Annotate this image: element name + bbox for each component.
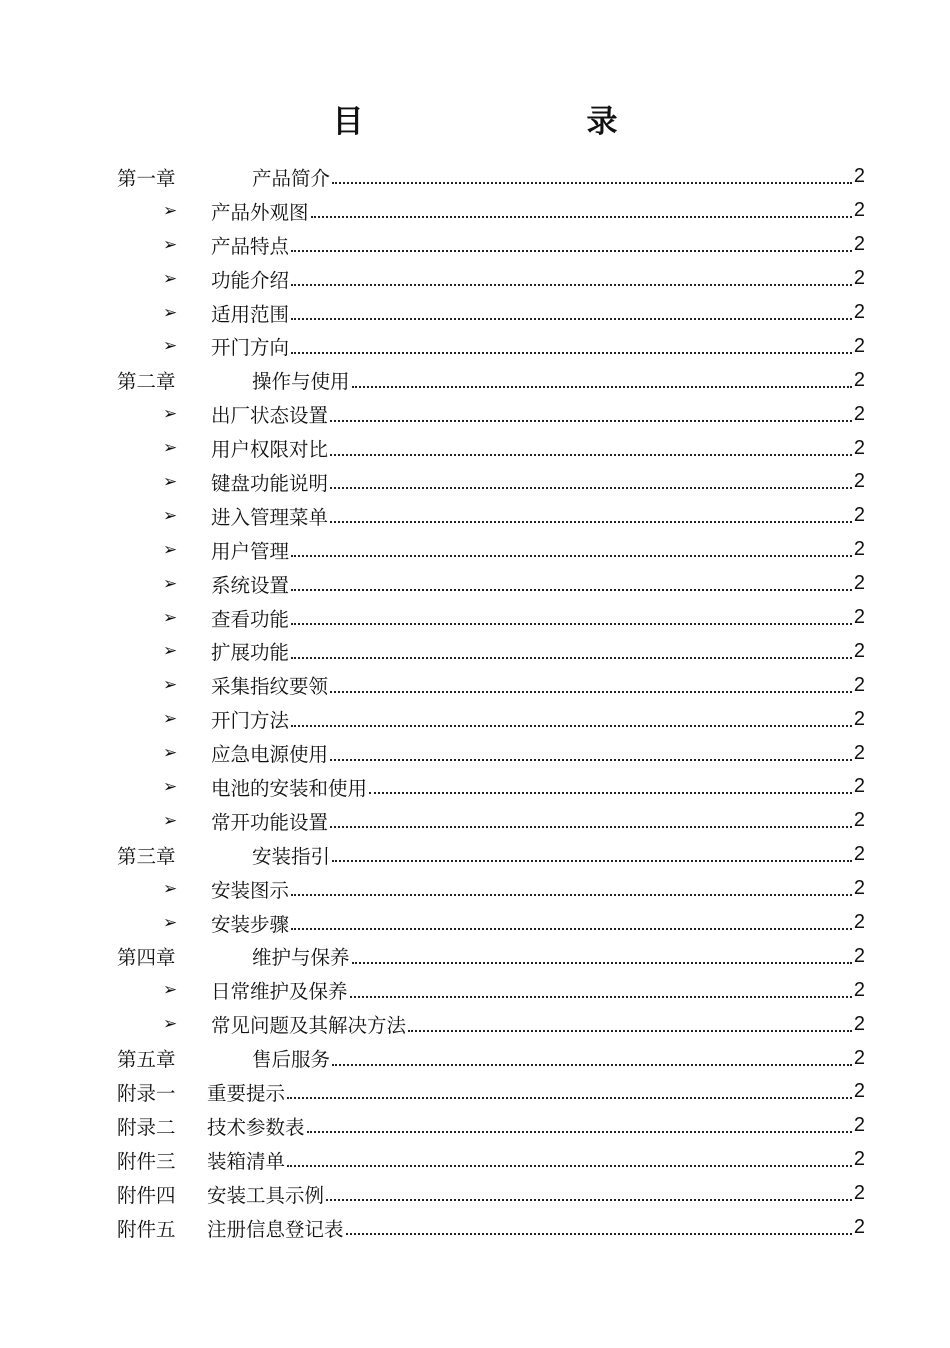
page-number: 2	[853, 402, 865, 425]
dot-leader	[352, 385, 852, 388]
section-title: 适用范围	[211, 302, 290, 326]
page-number: 2	[853, 334, 865, 357]
section-title: 应急电源使用	[211, 743, 329, 767]
toc-entry-section[interactable]	[117, 194, 865, 228]
toc-entry-chapter[interactable]	[117, 838, 865, 872]
dot-leader	[408, 1029, 852, 1032]
page-number: 2	[853, 775, 865, 798]
toc-entry-chapter[interactable]	[117, 1041, 865, 1075]
dot-leader	[291, 351, 852, 354]
page-number: 2	[853, 199, 865, 222]
toc-entry-section[interactable]	[117, 329, 865, 363]
arrow-bullet-icon: ➢	[163, 539, 178, 560]
dot-leader	[332, 859, 852, 862]
chapter-number: 第五章	[117, 1048, 176, 1072]
section-title: 系统设置	[211, 573, 290, 597]
chapter-title: 安装指引	[252, 844, 331, 868]
page-number: 2	[853, 301, 865, 323]
dot-leader	[291, 554, 852, 557]
page-number: 2	[853, 436, 865, 459]
section-title: 扩展功能	[211, 641, 290, 665]
toc-entry-section[interactable]	[117, 736, 865, 770]
arrow-bullet-icon: ➢	[163, 607, 178, 628]
dot-leader	[287, 1096, 852, 1099]
dot-leader	[330, 825, 852, 828]
dot-leader	[291, 622, 852, 625]
section-title: 安装图示	[211, 878, 290, 902]
page-number: 2	[853, 572, 865, 595]
appendix-number: 附件四	[117, 1183, 176, 1207]
arrow-bullet-icon: ➢	[163, 980, 178, 1001]
section-title: 用户权限对比	[211, 438, 329, 462]
appendix-number: 附录二	[117, 1115, 176, 1139]
toc-entry-appendix[interactable]	[117, 1143, 865, 1177]
arrow-bullet-icon: ➢	[163, 471, 178, 492]
arrow-bullet-icon: ➢	[163, 776, 178, 797]
dot-leader	[287, 1164, 852, 1167]
section-title: 产品特点	[211, 234, 290, 258]
arrow-bullet-icon: ➢	[163, 1014, 178, 1035]
arrow-bullet-icon: ➢	[163, 200, 178, 221]
chapter-number: 第一章	[117, 166, 176, 190]
arrow-bullet-icon: ➢	[163, 505, 178, 526]
section-title: 用户管理	[211, 539, 290, 563]
dot-leader	[332, 181, 852, 184]
appendix-title: 重要提示	[207, 1081, 286, 1105]
page-number: 2	[853, 1114, 865, 1137]
page-number: 2	[853, 1012, 865, 1035]
arrow-bullet-icon: ➢	[163, 336, 178, 357]
dot-leader	[307, 1130, 852, 1133]
section-title: 安装步骤	[211, 912, 290, 936]
section-title: 日常维护及保养	[211, 980, 348, 1004]
page-number: 2	[853, 639, 865, 662]
section-title: 开门方向	[211, 336, 290, 360]
chapter-title: 维护与保养	[252, 946, 350, 970]
appendix-title: 注册信息登记表	[207, 1217, 344, 1241]
toc-entry-chapter[interactable]	[117, 939, 865, 973]
toc-entry-section[interactable]	[117, 702, 865, 736]
page-number: 2	[853, 707, 865, 730]
dot-leader	[352, 961, 852, 964]
page-number: 2	[853, 673, 865, 696]
dot-leader	[291, 927, 852, 930]
table-of-contents	[117, 160, 865, 1245]
page-number: 2	[853, 504, 865, 527]
arrow-bullet-icon: ➢	[163, 641, 178, 662]
appendix-number: 附录一	[117, 1081, 176, 1105]
dot-leader	[291, 249, 852, 252]
arrow-bullet-icon: ➢	[163, 878, 178, 899]
page-number: 2	[853, 470, 865, 493]
dot-leader	[346, 1232, 852, 1235]
toc-entry-section[interactable]	[117, 533, 865, 567]
arrow-bullet-icon: ➢	[163, 404, 178, 425]
arrow-bullet-icon: ➢	[163, 573, 178, 594]
chapter-number: 第四章	[117, 946, 176, 970]
toc-entry-section[interactable]	[117, 601, 865, 635]
dot-leader	[330, 758, 852, 761]
dot-leader	[330, 690, 852, 693]
arrow-bullet-icon: ➢	[163, 234, 178, 255]
dot-leader	[291, 317, 852, 320]
page-number: 2	[853, 911, 865, 934]
appendix-title: 技术参数表	[207, 1115, 305, 1139]
toc-entry-section[interactable]	[117, 1007, 865, 1041]
dot-leader	[291, 656, 852, 659]
dot-leader	[291, 724, 852, 727]
section-title: 产品外观图	[211, 200, 309, 224]
arrow-bullet-icon: ➢	[163, 302, 178, 323]
toc-entry-chapter[interactable]	[117, 160, 865, 194]
chapter-number: 第三章	[117, 844, 176, 868]
appendix-title: 装箱清单	[207, 1149, 286, 1173]
arrow-bullet-icon: ➢	[163, 268, 178, 289]
toc-entry-section[interactable]	[117, 668, 865, 702]
toc-entry-section[interactable]	[117, 465, 865, 499]
toc-entry-section[interactable]	[117, 567, 865, 601]
toc-entry-appendix[interactable]	[117, 1211, 865, 1245]
section-title: 电池的安装和使用	[211, 776, 368, 800]
appendix-title: 安装工具示例	[207, 1183, 325, 1207]
section-title: 出厂状态设置	[211, 404, 329, 428]
page-number: 2	[853, 1216, 865, 1239]
section-title: 进入管理菜单	[211, 505, 329, 529]
toc-entry-section[interactable]	[117, 770, 865, 804]
appendix-number: 附件五	[117, 1217, 176, 1241]
dot-leader	[330, 453, 852, 456]
toc-entry-section[interactable]	[117, 228, 865, 262]
toc-entry-section[interactable]	[117, 973, 865, 1007]
dot-leader	[326, 1198, 852, 1201]
page-number: 2	[853, 843, 865, 866]
toc-entry-section[interactable]	[117, 431, 865, 465]
toc-entry-chapter[interactable]	[117, 363, 865, 397]
dot-leader	[291, 588, 852, 591]
toc-entry-section[interactable]	[117, 296, 865, 330]
section-title: 常见问题及其解决方法	[211, 1014, 407, 1038]
arrow-bullet-icon: ➢	[163, 709, 178, 730]
chapter-number: 第二章	[117, 370, 176, 394]
page-title: 目 录	[332, 104, 714, 140]
section-title: 常开功能设置	[211, 810, 329, 834]
arrow-bullet-icon: ➢	[163, 743, 178, 764]
page-number: 2	[853, 538, 865, 561]
page-number: 2	[853, 944, 865, 967]
page-number: 2	[853, 877, 865, 900]
section-title: 功能介绍	[211, 268, 290, 292]
page-number: 2	[853, 267, 865, 290]
section-title: 键盘功能说明	[211, 471, 329, 495]
page-number: 2	[853, 741, 865, 764]
page-number: 2	[853, 606, 865, 629]
toc-entry-section[interactable]	[117, 262, 865, 296]
toc-entry-section[interactable]	[117, 397, 865, 431]
appendix-number: 附件三	[117, 1149, 176, 1173]
page-number: 2	[853, 233, 865, 256]
page-number: 2	[853, 809, 865, 832]
page-number: 2	[853, 978, 865, 1001]
dot-leader	[350, 995, 852, 998]
chapter-title: 产品简介	[252, 166, 331, 190]
page-number: 2	[853, 1046, 865, 1069]
dot-leader	[332, 1063, 852, 1066]
dot-leader	[369, 791, 852, 794]
toc-entry-section[interactable]	[117, 872, 865, 906]
section-title: 采集指纹要领	[211, 675, 329, 699]
section-title: 开门方法	[211, 709, 290, 733]
chapter-title: 售后服务	[252, 1048, 331, 1072]
arrow-bullet-icon: ➢	[163, 810, 178, 831]
section-title: 查看功能	[211, 607, 290, 631]
dot-leader	[330, 419, 852, 422]
toc-entry-section[interactable]	[117, 804, 865, 838]
arrow-bullet-icon: ➢	[163, 675, 178, 696]
toc-entry-appendix[interactable]	[117, 1075, 865, 1109]
dot-leader	[291, 283, 852, 286]
toc-entry-section[interactable]	[117, 634, 865, 668]
arrow-bullet-icon: ➢	[163, 438, 178, 459]
dot-leader	[330, 486, 852, 489]
page-number: 2	[853, 1080, 865, 1103]
page-number: 2	[853, 165, 865, 188]
toc-entry-appendix[interactable]	[117, 1109, 865, 1143]
toc-entry-section[interactable]	[117, 499, 865, 533]
toc-entry-appendix[interactable]	[117, 1177, 865, 1211]
page-number: 2	[853, 1148, 865, 1171]
page-number: 2	[853, 368, 865, 391]
chapter-title: 操作与使用	[252, 370, 350, 394]
arrow-bullet-icon: ➢	[163, 912, 178, 933]
dot-leader	[330, 520, 852, 523]
dot-leader	[311, 215, 852, 218]
dot-leader	[291, 893, 852, 896]
page-number: 2	[853, 1182, 865, 1205]
toc-entry-section[interactable]	[117, 906, 865, 940]
